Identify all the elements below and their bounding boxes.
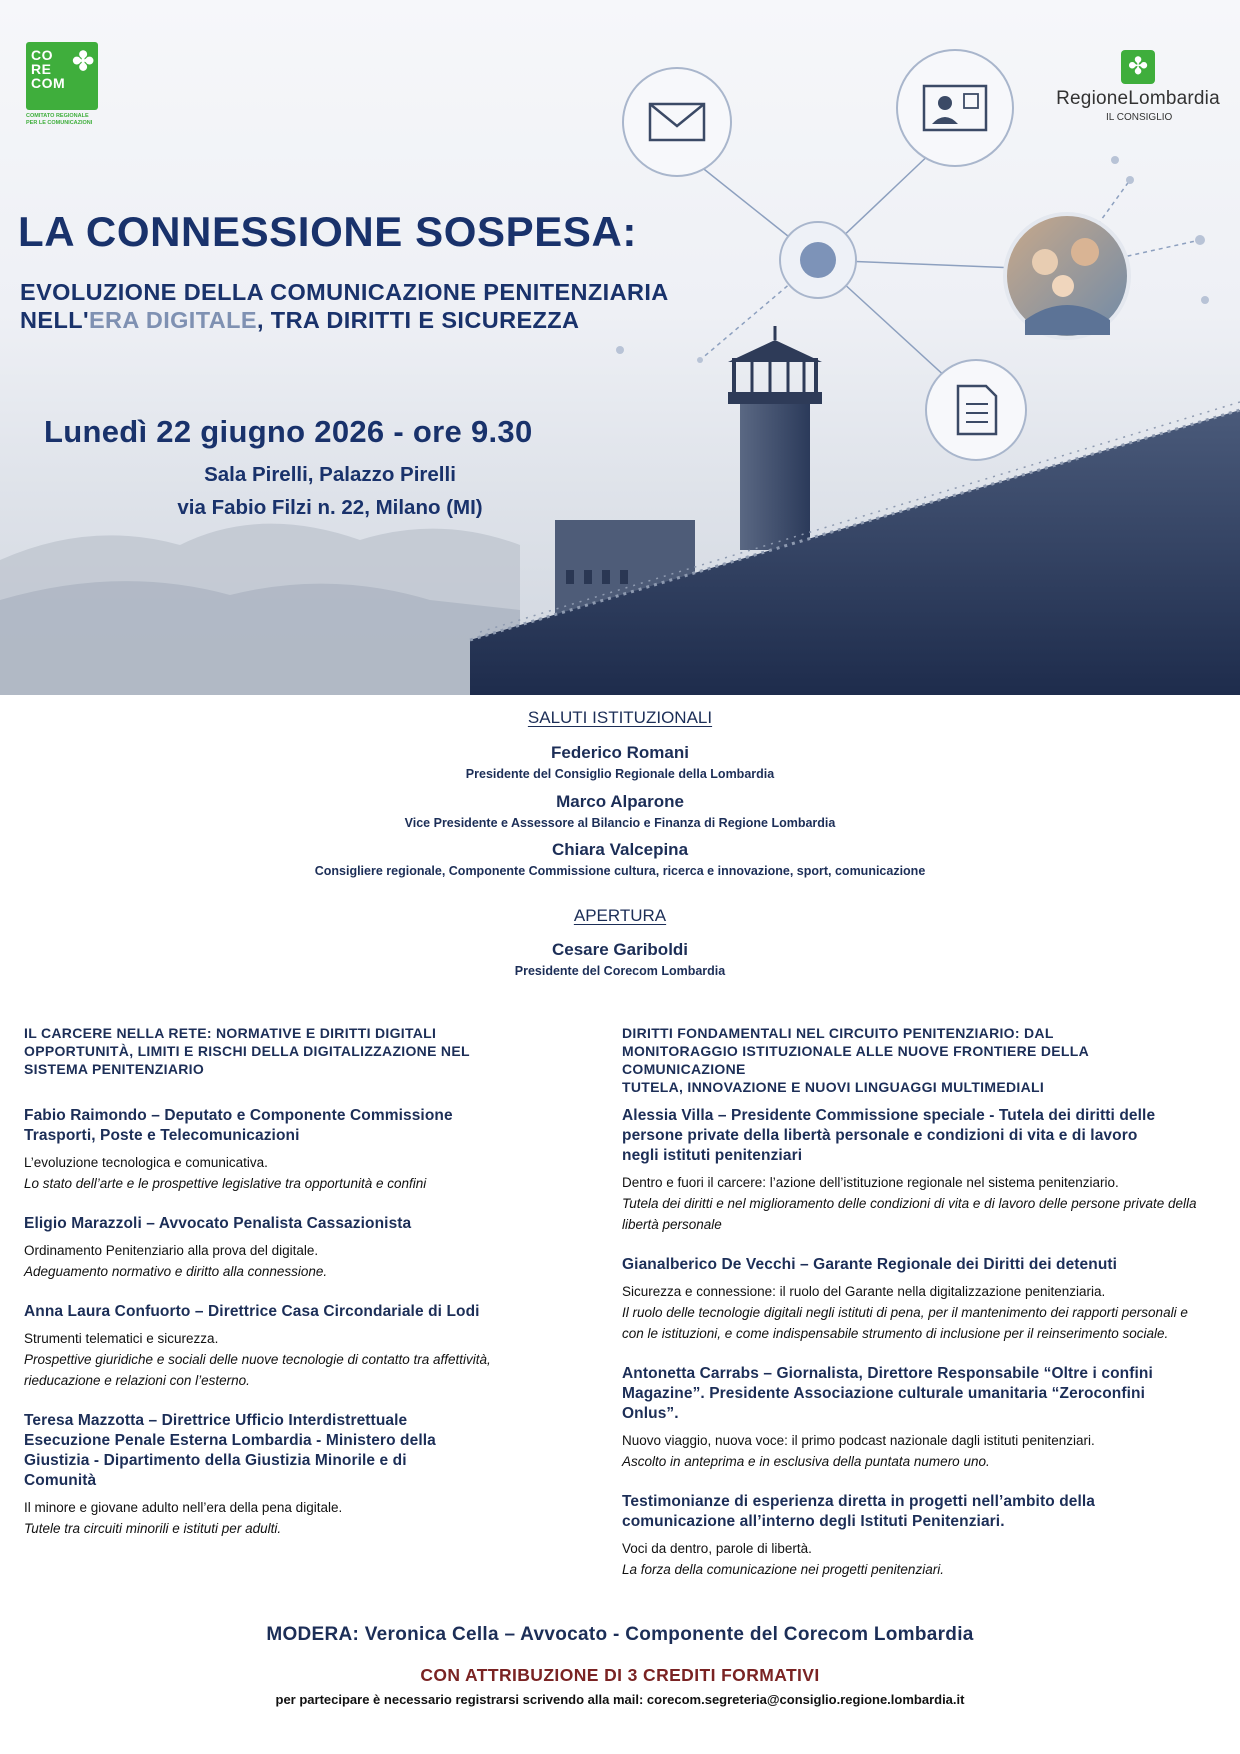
person-name: Cesare Gariboldi bbox=[551, 940, 689, 959]
event-subtitle bbox=[20, 278, 669, 334]
document-icon bbox=[926, 360, 1026, 460]
saluti-person-3 bbox=[0, 840, 1240, 878]
speaker-entry bbox=[24, 1411, 584, 1539]
venue-line-1: Sala Pirelli, Palazzo Pirelli bbox=[204, 463, 456, 486]
right-column-heading: DIRITTI FONDAMENTALI NEL CIRCUITO PENITENZIARIO: DAL MONITORAGGIO ISTITUZIONALE ALLE NUOVE FRONTIERE DELLA COMUNICAZIONE TUTELA, INNOVAZIONE E NUOVI LINGUAGGI MULTIMEDIALI bbox=[622, 1025, 1090, 1095]
contact-card-icon bbox=[897, 50, 1013, 166]
speaker-name: Teresa Mazzotta – Direttrice Ufficio Interdistrettuale Esecuzione Penale Esterna Lombardia - Ministero della Giustizia - Dipartimento della Giustizia Minorile e di Comunità bbox=[24, 1412, 436, 1489]
event-date: Lunedì 22 giugno 2026 - ore 9.30 bbox=[44, 414, 533, 449]
saluti-person-1 bbox=[0, 743, 1240, 781]
person-role: Consigliere regionale, Componente Commissione cultura, ricerca e innovazione, sport, comunicazione bbox=[314, 864, 926, 878]
central-node-icon bbox=[780, 222, 856, 298]
moderator-line: MODERA: Veronica Cella – Avvocato - Componente del Corecom Lombardia bbox=[266, 1624, 974, 1645]
talk-detail: Tutela dei diritti e nel miglioramento delle condizioni di vita e di lavoro delle persone private della libertà personale bbox=[622, 1196, 1197, 1232]
speaker-name: Anna Laura Confuorto – Direttrice Casa Circondariale di Lodi bbox=[24, 1303, 480, 1320]
speaker-entry bbox=[622, 1364, 1222, 1472]
event-venue bbox=[140, 458, 520, 524]
talk-topic: Ordinamento Penitenziario alla prova del digitale. bbox=[24, 1243, 319, 1258]
subtitle-line-2-end: , TRA DIRITTI E SICUREZZA bbox=[256, 307, 580, 333]
talk-topic: Sicurezza e connessione: il ruolo del Garante nella digitalizzazione penitenziaria. bbox=[622, 1284, 1106, 1299]
corecom-logo bbox=[26, 42, 98, 128]
person-name: Chiara Valcepina bbox=[551, 840, 689, 859]
talk-detail: Adeguamento normativo e diritto alla connessione. bbox=[24, 1264, 328, 1279]
apertura-heading: APERTURA bbox=[573, 906, 667, 925]
venue-line-2: via Fabio Filzi n. 22, Milano (MI) bbox=[177, 496, 483, 519]
talk-detail: Il ruolo delle tecnologie digitali negli istituti di pena, per il mantenimento dei rapporti personali e con le istituzioni, e come indispensabile strumento di inclusione per il reinserimento sociale. bbox=[622, 1305, 1188, 1341]
person-role: Presidente del Corecom Lombardia bbox=[514, 964, 726, 978]
speaker-entry bbox=[622, 1255, 1222, 1344]
left-column-heading: IL CARCERE NELLA RETE: NORMATIVE E DIRITTI DIGITALI OPPORTUNITÀ, LIMITI E RISCHI DELLA DIGITALIZZAZIONE NEL SISTEMA PENITENZIARIO bbox=[24, 1025, 470, 1077]
speaker-name: Alessia Villa – Presidente Commissione speciale - Tutela dei diritti delle persone private della libertà personale e condizioni di vita e di lavoro negli istituti penitenziari bbox=[622, 1107, 1156, 1164]
speaker-entry bbox=[24, 1214, 584, 1282]
talk-detail: Lo stato dell’arte e le prospettive legislative tra opportunità e confini bbox=[24, 1176, 427, 1191]
person-name: Marco Alparone bbox=[556, 792, 684, 811]
corecom-logo-subtitle: COMITATO REGIONALE PER LE COMUNICAZIONI bbox=[26, 113, 93, 126]
speaker-name: Fabio Raimondo – Deputato e Componente Commissione Trasporti, Poste e Telecomunicazioni bbox=[24, 1107, 453, 1144]
talk-detail: Prospettive giuridiche e sociali delle nuove tecnologie di contatto tra affettività, rieducazione e relazioni con l’esterno. bbox=[24, 1352, 491, 1388]
speaker-entry bbox=[24, 1302, 584, 1391]
talk-topic: Voci da dentro, parole di libertà. bbox=[622, 1541, 812, 1556]
subtitle-line-2-start: NELL' bbox=[20, 307, 89, 333]
speaker-name: Gianalberico De Vecchi – Garante Regionale dei Diritti dei detenuti bbox=[622, 1256, 1118, 1273]
right-column bbox=[622, 1024, 1222, 1580]
envelope-icon bbox=[623, 68, 731, 176]
hills bbox=[0, 524, 520, 695]
talk-topic: Dentro e fuori il carcere: l’azione dell’istituzione regionale nel sistema penitenziario. bbox=[622, 1175, 1119, 1190]
family-photo-icon bbox=[1005, 214, 1129, 338]
saluti-person-2 bbox=[0, 792, 1240, 830]
apertura-section bbox=[0, 906, 1240, 926]
regione-lombardia-name: RegioneLombardia bbox=[1056, 88, 1220, 109]
talk-topic: L’evoluzione tecnologica e comunicativa. bbox=[24, 1155, 268, 1170]
talk-detail: Tutele tra circuiti minorili e istituti per adulti. bbox=[24, 1521, 282, 1536]
talk-topic: Nuovo viaggio, nuova voce: il primo podcast nazionale dagli istituti penitenziari. bbox=[622, 1433, 1095, 1448]
regione-lombardia-logo bbox=[1048, 50, 1228, 123]
registration-note: per partecipare è necessario registrarsi scrivendo alla mail: corecom.segreteria@consiglio.regione.lombardia.it bbox=[275, 1692, 965, 1707]
clover-icon: ✤ bbox=[72, 46, 94, 76]
regione-lombardia-subtitle: IL CONSIGLIO bbox=[1106, 112, 1173, 123]
saluti-section bbox=[0, 708, 1240, 728]
speaker-name: Testimonianze di esperienza diretta in progetti nell’ambito della comunicazione all’interno degli Istituti Penitenziari. bbox=[622, 1493, 1096, 1530]
regione-lombardia-rose-icon: ✤ bbox=[1121, 50, 1155, 84]
left-column bbox=[24, 1024, 584, 1539]
speaker-entry bbox=[24, 1106, 584, 1194]
talk-topic: Strumenti telematici e sicurezza. bbox=[24, 1331, 219, 1346]
speaker-entry bbox=[622, 1492, 1222, 1580]
talk-detail: Ascolto in anteprima e in esclusiva della puntata numero uno. bbox=[622, 1454, 990, 1469]
talk-detail: La forza della comunicazione nei progetti penitenziari. bbox=[622, 1562, 944, 1577]
speaker-name: Eligio Marazzoli – Avvocato Penalista Cassazionista bbox=[24, 1215, 412, 1232]
subtitle-highlight: ERA DIGITALE bbox=[88, 307, 257, 333]
person-name: Federico Romani bbox=[551, 743, 689, 762]
talk-topic: Il minore e giovane adulto nell’era della pena digitale. bbox=[24, 1500, 343, 1515]
person-role: Presidente del Consiglio Regionale della Lombardia bbox=[465, 767, 775, 781]
person-role: Vice Presidente e Assessore al Bilancio e Finanza di Regione Lombardia bbox=[404, 816, 836, 830]
corecom-logo-text: CO RE COM bbox=[31, 47, 66, 91]
credits-notice: CON ATTRIBUZIONE DI 3 CREDITI FORMATIVI bbox=[420, 1665, 820, 1685]
speaker-name: Antonetta Carrabs – Giornalista, Direttore Responsabile “Oltre i confini Magazine”. Presidente Associazione culturale umanitaria “Zeroconfini Onlus”. bbox=[622, 1365, 1153, 1422]
saluti-heading: SALUTI ISTITUZIONALI bbox=[527, 708, 713, 727]
subtitle-line-2 bbox=[20, 306, 669, 334]
hero-banner bbox=[0, 0, 1240, 695]
subtitle-line-1: EVOLUZIONE DELLA COMUNICAZIONE PENITENZIARIA bbox=[20, 279, 669, 305]
speaker-entry bbox=[622, 1106, 1222, 1235]
apertura-person bbox=[0, 940, 1240, 978]
event-title: LA CONNESSIONE SOSPESA: bbox=[18, 208, 638, 255]
